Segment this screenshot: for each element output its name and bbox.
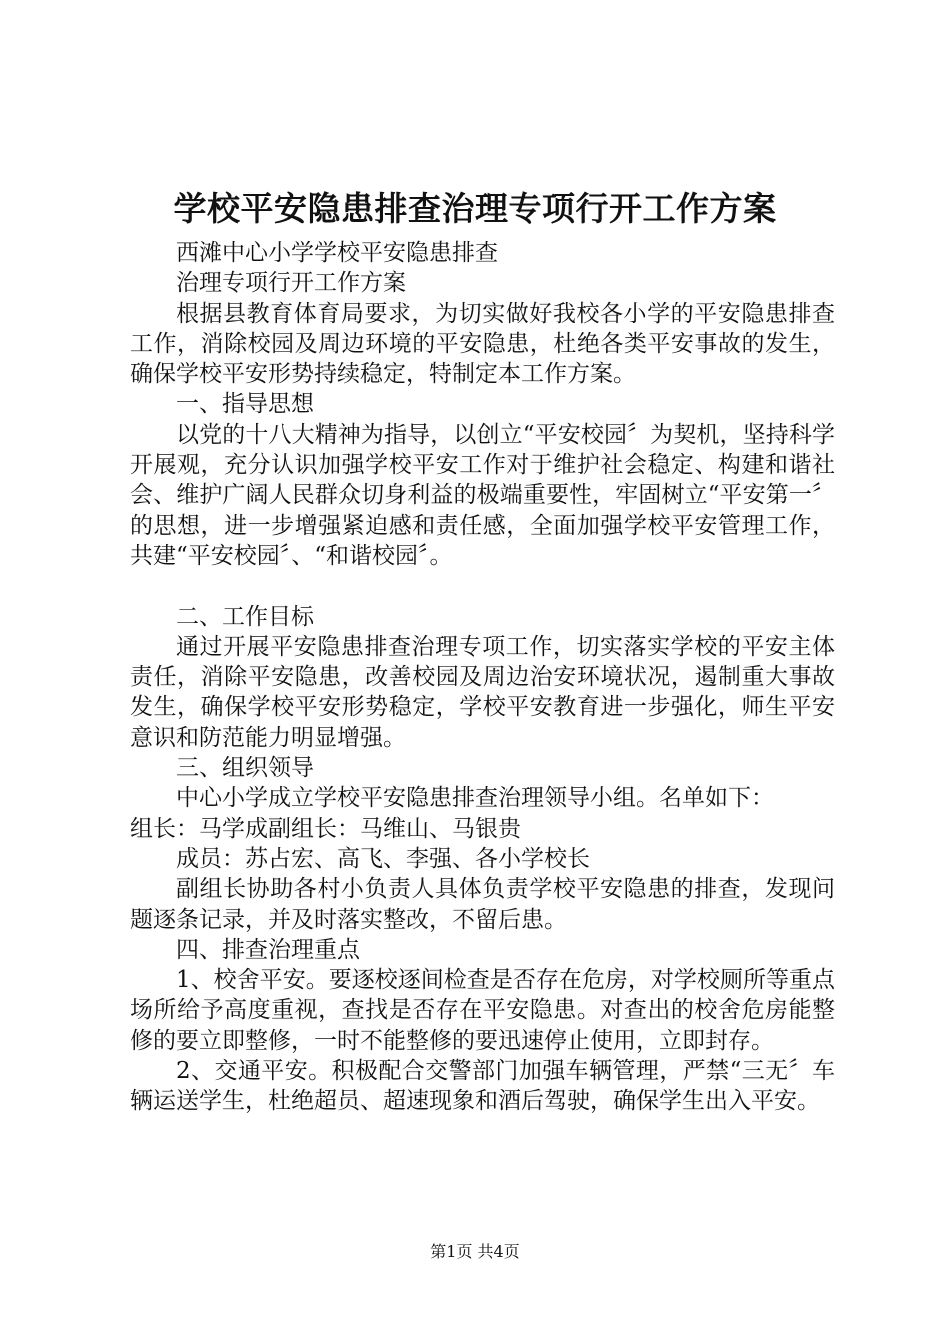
document-body: [130, 238, 835, 1117]
page-footer: 第1页 共4页: [430, 1242, 520, 1261]
paragraph-traffic-safety: 2、交通平安。积极配合交警部门加强车辆管理，严禁“三无〞车辆运送学生，杜绝超员、超速现象和酒后驾驶，确保学生出入平安。: [130, 1058, 835, 1115]
paragraph-organization: 中心小学成立学校平安隐患排查治理领导小组。名单如下：: [176, 785, 774, 812]
section-heading-key-points: 四、排查治理重点: [176, 936, 360, 963]
paragraph-guiding-ideology: 以党的十八大精神为指导，以创立“平安校园〞为契机，坚持科学开展观，充分认识加强学校平安工作对于维护社会稳定、构建和谐社会、维护广阔人民群众切身利益的极端重要性，牢固树立“平安第一〞的思想，进一步增强紧迫感和责任感，全面加强学校平安管理工作，共建“平安校园〞、“和谐校园〞。: [130, 421, 835, 569]
section-heading-work-goals: 二、工作目标: [176, 603, 314, 630]
paragraph-work-goals: 通过开展平安隐患排查治理专项工作，切实落实学校的平安主体责任，消除平安隐患，改善校园及周边治安环境状况，遏制重大事故发生，确保学校平安形势稳定，学校平安教育进一步强化，师生平安意识和防范能力明显增强。: [130, 633, 835, 751]
paragraph-responsibilities: 副组长协助各村小负责人具体负责学校平安隐患的排查，发现问题逐条记录，并及时落实整改，不留后患。: [130, 876, 835, 933]
paragraph-group-members: 成员：苏占宏、高飞、李强、各小学校长: [176, 845, 590, 872]
section-heading-guiding-ideology: 一、指导思想: [176, 391, 314, 418]
paragraph-school-name: 西滩中心小学学校平安隐患排查: [176, 240, 498, 266]
paragraph-group-leaders: 组长：马学成副组长：马维山、马银贵: [130, 815, 521, 842]
paragraph-intro: 根据县教育体育局要求，为切实做好我校各小学的平安隐患排查工作，消除校园及周边环境的平安隐患，杜绝各类平安事故的发生，确保学校平安形势持续稳定，特制定本工作方案。: [130, 300, 835, 388]
section-heading-organization: 三、组织领导: [176, 755, 314, 782]
paragraph-plan-name: 治理专项行开工作方案: [176, 270, 406, 297]
document-title: 学校平安隐患排查治理专项行开工作方案: [173, 189, 777, 228]
blank-line: [130, 571, 835, 601]
paragraph-building-safety: 1、校舍平安。要逐校逐间检查是否存在危房，对学校厕所等重点场所给予高度重视，查找是否存在平安隐患。对查出的校舍危房能整修的要立即整修，一时不能整修的要迅速停止使用，立即封存。: [130, 967, 835, 1054]
